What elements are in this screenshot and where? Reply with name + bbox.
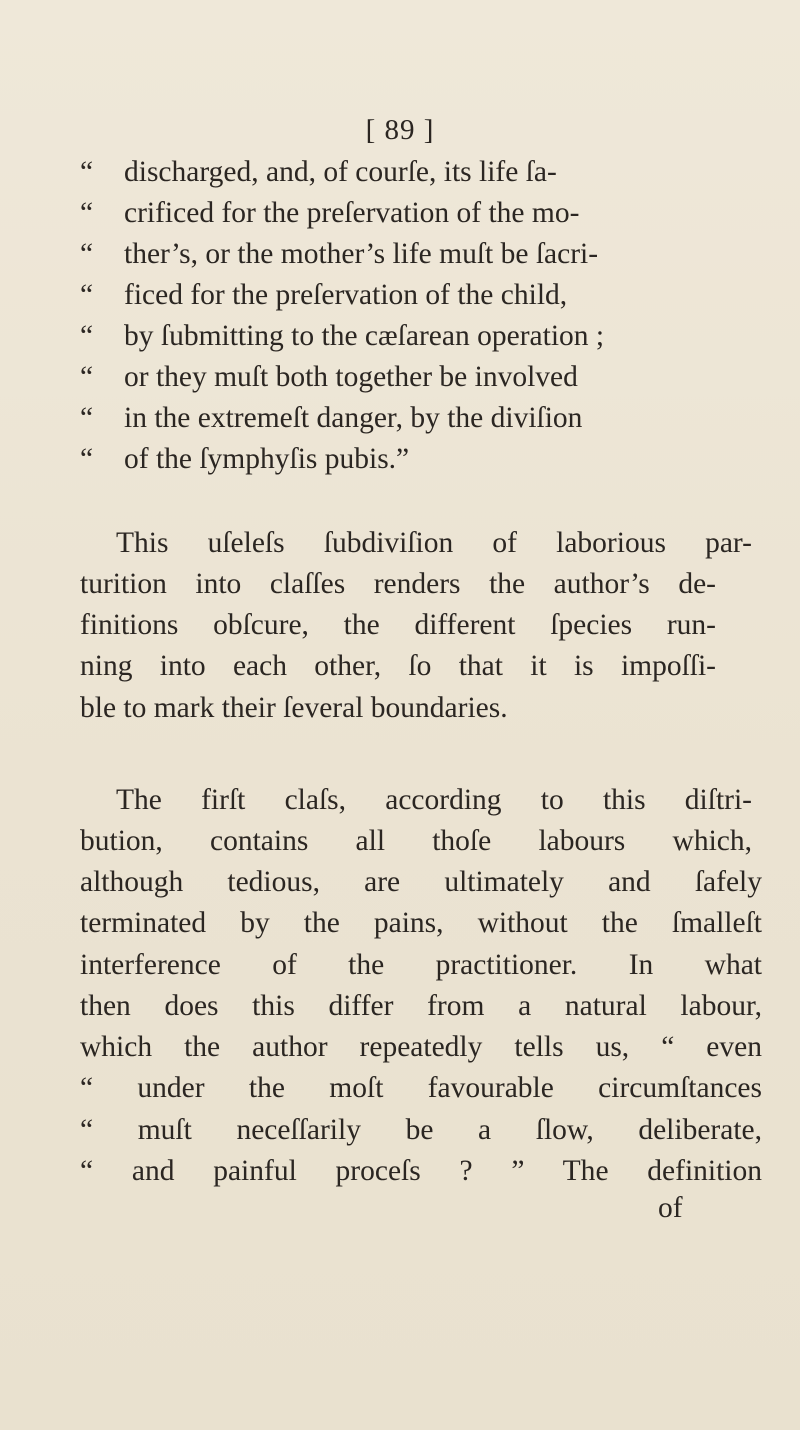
page-number: [ 89 ]	[365, 114, 435, 146]
quote-mark: “	[80, 361, 94, 393]
text-line: turition into claſſes renders the author’s de-	[80, 568, 716, 600]
quote-mark: “	[80, 238, 94, 270]
text-line: “ muſt neceſſarily be a ſlow, deliberate,	[80, 1114, 762, 1146]
text-line: ble to mark their ſeveral boundaries.	[80, 692, 508, 724]
quote-line: “ crificed for the preſervation of the mo-	[80, 193, 579, 233]
catchword: of	[658, 1192, 683, 1224]
text-line: interference of the practitioner. In what	[80, 949, 762, 981]
text-line: although tedious, are ultimately and ſafely	[80, 866, 762, 898]
text-line: The firſt claſs, according to this diſtri-	[116, 784, 752, 816]
quote-line: “ ther’s, or the mother’s life muſt be ſacri-	[80, 234, 598, 274]
quote-line: “ ficed for the preſervation of the child,	[80, 275, 567, 315]
text-line: which the author repeatedly tells us, “ even	[80, 1031, 762, 1063]
quote-mark: “	[80, 443, 94, 475]
text-line: “ under the moſt favourable circumſtances	[80, 1072, 762, 1104]
text-line: then does this differ from a natural labour,	[80, 990, 762, 1022]
quote-mark: “	[80, 320, 94, 352]
quote-line: “ of the ſymphyſis pubis.”	[80, 439, 409, 479]
quote-mark: “	[80, 402, 94, 434]
text-line: This uſeleſs ſubdiviſion of laborious par-	[116, 527, 752, 559]
quote-mark: “	[80, 279, 94, 311]
quote-line: “ or they muſt both together be involved	[80, 357, 578, 397]
quote-mark: “	[80, 156, 94, 188]
text-line: bution, contains all thoſe labours which,	[80, 825, 752, 857]
text-line: terminated by the pains, without the ſmalleſt	[80, 907, 762, 939]
text-line: “ and painful proceſs ? ” The definition	[80, 1155, 762, 1187]
text-line: finitions obſcure, the different ſpecies run-	[80, 609, 716, 641]
quote-line: “ in the extremeſt danger, by the diviſion	[80, 398, 582, 438]
text-line: ning into each other, ſo that it is impoſſi-	[80, 650, 716, 682]
quote-mark: “	[80, 197, 94, 229]
quote-line: “ by ſubmitting to the cæſarean operation ;	[80, 316, 604, 356]
quote-line: “ discharged, and, of courſe, its life ſa-	[80, 152, 557, 192]
